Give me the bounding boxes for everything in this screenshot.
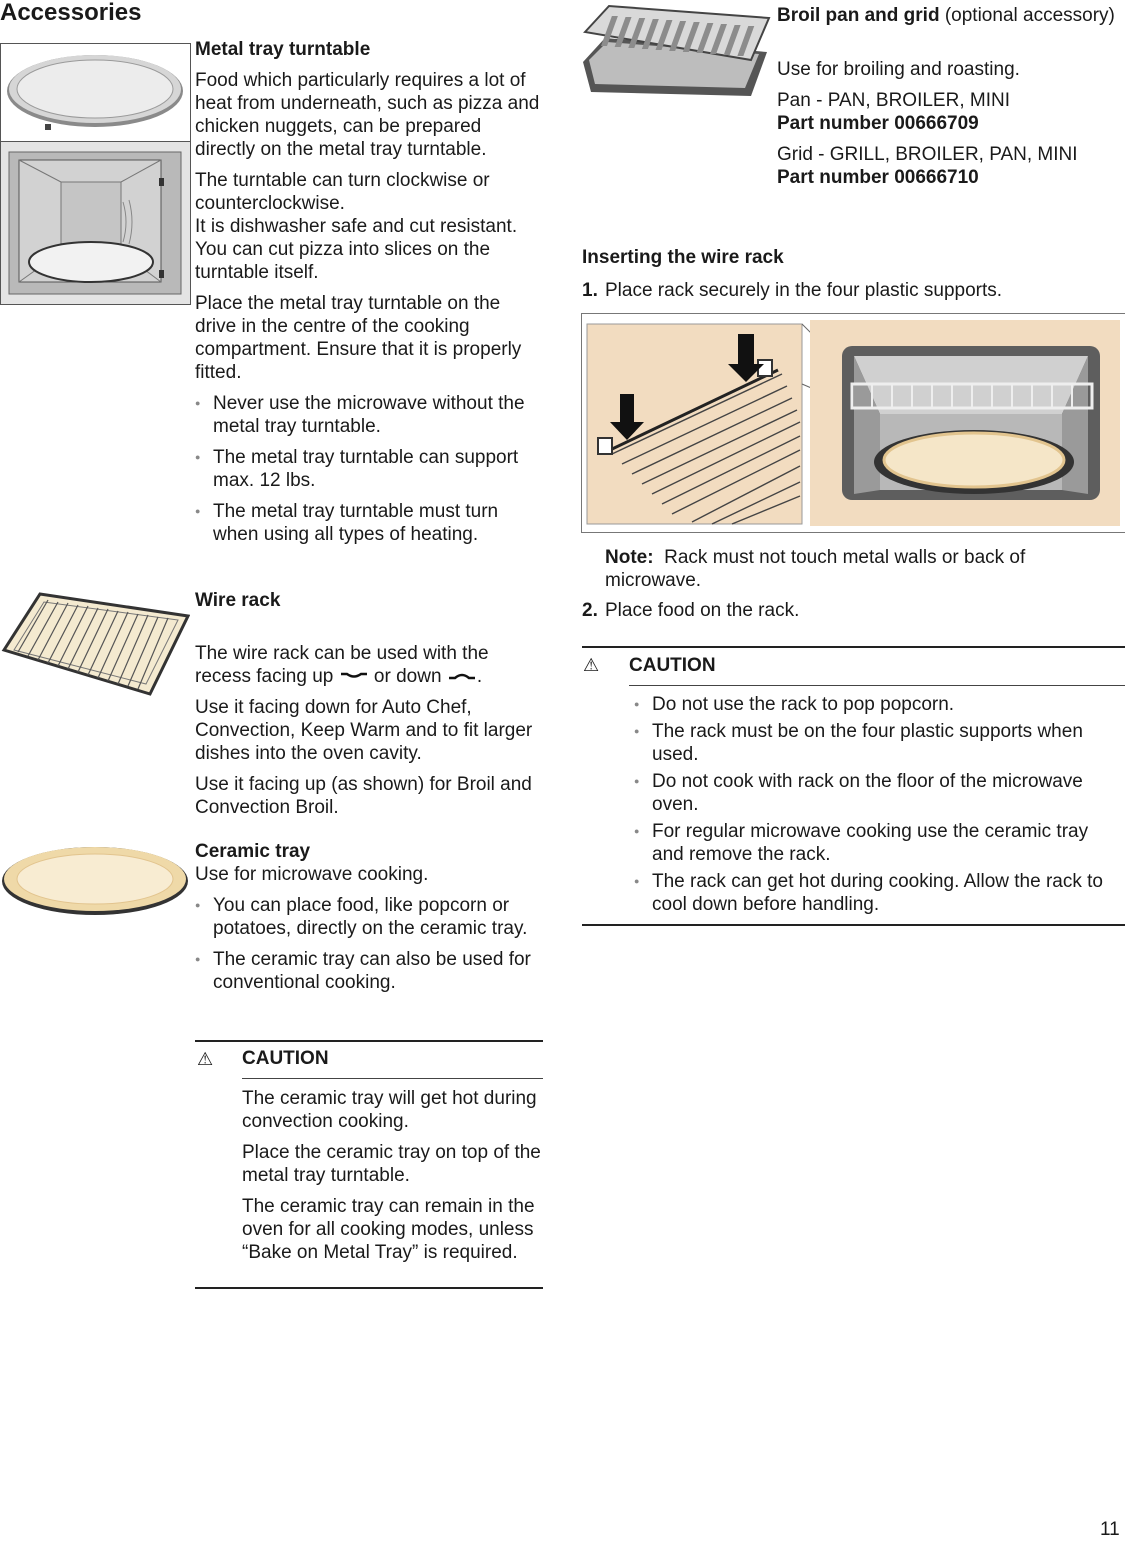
ceramic-tray-p1: Use for microwave cooking.: [195, 864, 429, 885]
wire-rack-p1-a: The wire rack can be used with the recess facing up: [195, 643, 489, 687]
wire-rack-p2: Use it facing down for Auto Chef, Convection, Keep Warm and to fit larger dishes into the oven cavity.: [195, 697, 533, 764]
wire-rack-p1-c: .: [476, 666, 483, 687]
metal-tray-section: [195, 38, 543, 546]
broil-pan-pan: Pan - PAN, BROILER, MINI: [777, 90, 1010, 111]
broil-pan-p1: Use for broiling and roasting.: [777, 59, 1020, 80]
page-number: 11: [1100, 1519, 1120, 1540]
wire-rack-p1: [195, 642, 543, 688]
broil-pan-heading-note: (optional accessory): [944, 5, 1115, 26]
caution-right-divider: [629, 685, 1125, 686]
warning-triangle-icon: ⚠: [197, 1049, 214, 1069]
ceramic-tray-section: [195, 840, 543, 994]
caution-right-label: CAUTION: [629, 655, 716, 676]
caution-p2: Place the ceramic tray on top of the metal tray turntable.: [242, 1142, 541, 1186]
wire-rack-heading: Wire rack: [195, 590, 281, 611]
caution-top-rule: [195, 1040, 543, 1042]
list-item: ● Never use the microwave without the metal tray turntable.: [195, 392, 543, 438]
metal-tray-figure: [0, 43, 191, 142]
note-block: [605, 546, 1123, 592]
broil-pan-grid-part: Part number 00666710: [777, 167, 979, 188]
broil-pan-heading: Broil pan and grid: [777, 5, 940, 26]
list-item: ● You can place food, like popcorn or potatoes, directly on the ceramic tray.: [195, 894, 543, 940]
step1-text: Place rack securely in the four plastic supports.: [605, 280, 1003, 301]
wire-rack-p1-b: or down: [373, 666, 442, 687]
page-title: Accessories: [0, 0, 142, 26]
caution-label: CAUTION: [242, 1048, 329, 1069]
metal-tray-p2a: The turntable can turn clockwise or counterclockwise.: [195, 170, 490, 214]
recess-down-icon: [447, 666, 477, 687]
wire-rack-p3: Use it facing up (as shown) for Broil and Convection Broil.: [195, 774, 532, 818]
caution-right-body: [634, 693, 1122, 916]
ceramic-tray-heading: Ceramic tray: [195, 841, 311, 862]
caution-p1: The ceramic tray will get hot during convection cooking.: [242, 1088, 537, 1132]
broil-pan-pan-part: Part number 00666709: [777, 113, 979, 134]
step1-number: 1.: [582, 280, 598, 301]
caution-p3: The ceramic tray can remain in the oven for all cooking modes, unless “Bake on Metal Tray” is required.: [242, 1196, 535, 1263]
broil-pan-heading-line: [777, 4, 1122, 27]
microwave-interior-figure: [0, 141, 191, 305]
step2-text: Place food on the rack.: [605, 600, 800, 621]
note-label: Note:: [605, 547, 654, 568]
metal-tray-bullets: [195, 392, 543, 546]
list-item: ● Do not cook with rack on the floor of the microwave oven.: [634, 770, 1122, 816]
ceramic-tray-bullets: [195, 894, 543, 994]
note-text: Rack must not touch metal walls or back of microwave.: [605, 547, 1026, 591]
list-item: ● The ceramic tray can also be used for conventional cooking.: [195, 948, 543, 994]
broil-pan-figure: [581, 2, 771, 104]
caution-right-bullets: [634, 693, 1122, 916]
metal-tray-p2b: It is dishwasher safe and cut resistant. You can cut pizza into slices on the turntable itself.: [195, 216, 518, 283]
caution-bottom-rule: [195, 1287, 543, 1289]
warning-triangle-icon: ⚠: [583, 655, 600, 675]
caution-right-top-rule: [582, 646, 1125, 648]
list-item: ● The metal tray turntable must turn when using all types of heating.: [195, 500, 543, 546]
recess-up-icon: [339, 666, 369, 687]
list-item: ● The rack must be on the four plastic supports when used.: [634, 720, 1122, 766]
list-item: ● The rack can get hot during cooking. Allow the rack to cool down before handling.: [634, 870, 1122, 916]
metal-tray-heading: Metal tray turntable: [195, 39, 371, 60]
caution-right-bottom-rule: [582, 924, 1125, 926]
broil-pan-section: [777, 4, 1122, 189]
list-item: ● The metal tray turntable can support max. 12 lbs.: [195, 446, 543, 492]
inserting-heading: Inserting the wire rack: [582, 247, 784, 268]
metal-tray-p3: Place the metal tray turntable on the drive in the centre of the cooking compartment. Ensure that it is properly fitted.: [195, 293, 522, 383]
note-paragraph: [605, 546, 1123, 592]
step2-number: 2.: [582, 600, 598, 621]
wire-rack-section: [195, 589, 543, 819]
list-item: ● Do not use the rack to pop popcorn.: [634, 693, 1122, 716]
list-item: ● For regular microwave cooking use the ceramic tray and remove the rack.: [634, 820, 1122, 866]
caution-divider: [242, 1078, 543, 1079]
metal-tray-p1: Food which particularly requires a lot of heat from underneath, such as pizza and chicken nuggets, can be prepared directly on the metal tray turntable.: [195, 70, 540, 160]
broil-pan-grid: Grid - GRILL, BROILER, PAN, MINI: [777, 144, 1078, 165]
wire-rack-figure: [0, 590, 190, 700]
caution-body: [242, 1087, 543, 1264]
inserting-rack-figure: [581, 313, 1125, 533]
ceramic-tray-figure: [0, 842, 190, 918]
